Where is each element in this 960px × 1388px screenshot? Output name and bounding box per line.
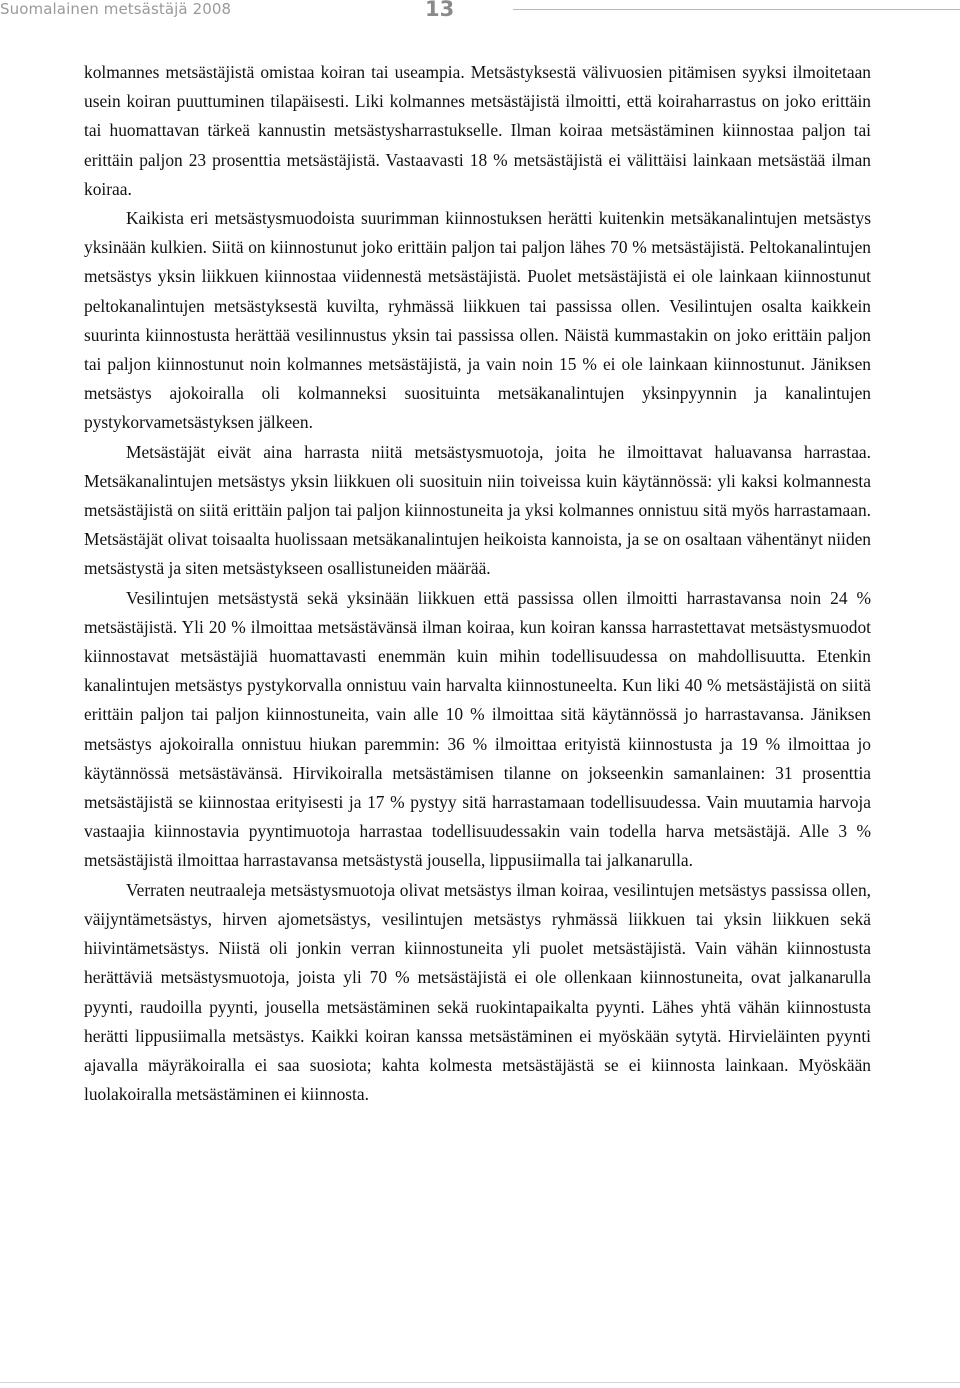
footer-rule <box>0 1382 960 1383</box>
article-body <box>84 58 871 1109</box>
page-number: 13 <box>425 0 455 21</box>
paragraph-5: Verraten neutraaleja metsästysmuotoja olivat metsästys ilman koiraa, vesilintujen metsästys passissa ollen, väijyntämetsästys, hirven ajometsästys, vesilintujen metsästys ryhmässä liikkuen tai yksin liikkuen sekä hiivintämetsästys. Niistä oli jonkin verran kiinnostuneita yli puolet metsästäjistä. Vain vähän kiinnostusta herättäviä metsästysmuotoja, joista yli 70 % metsästäjistä ei ole ollenkaan kiinnostuneita, ovat jalkanarulla pyynti, raudoilla pyynti, jousella metsästäminen sekä ruokintapaikalta pyynti. Lähes yhtä vähän kiinnostusta herätti lippusiimalla metsästys. Kaikki koiran kanssa metsästäminen ei myöskään sytytä. Hirvieläinten pyynti ajavalla mäyräkoiralla ei saa suosiota; kahta kolmesta metsästäjästä se ei kiinnosta lainkaan. Myöskään luolakoiralla metsästäminen ei kiinnosta. <box>84 879 871 1105</box>
paragraph-4: Vesilintujen metsästystä sekä yksinään liikkuen että passissa ollen ilmoitti harrastavansa noin 24 % metsästäjistä. Yli 20 % ilmoittaa metsästävänsä ilman koiraa, kun koiran kanssa harrastettavat metsästysmuodot kiinnostavat metsästäjiä huomattavasti enemmän kuin mihin todellisuudessa on mahdollisuutta. Etenkin kanalintujen metsästys pystykorvalla onnistuu vain harvalta kiinnostuneelta. Kun liki 40 % metsästäjistä on siitä erittäin paljon tai paljon kiinnostuneita, vain alle 10 % ilmoittaa sitä käytännössä jo harrastavansa. Jäniksen metsästys ajokoiralla onnistuu hiukan paremmin: 36 % ilmoittaa erityistä kiinnostusta ja 19 % ilmoittaa jo käytännössä metsästävänsä. Hirvikoiralla metsästämisen tilanne on jokseenkin samanlainen: 31 prosenttia metsästäjistä se kiinnostaa erityisesti ja 17 % pystyy sitä harrastamaan todellisuudessa. Vain muutamia harvoja vastaajia kiinnostavia pyyntimuotoja harrastaa todellisuudessakin vain todella harva metsästäjä. Alle 3 % metsästäjistä ilmoittaa harrastavansa metsästystä jousella, lippusiimalla tai jalkanarulla. <box>84 587 871 871</box>
paragraph-3: Metsästäjät eivät aina harrasta niitä metsästysmuotoja, joita he ilmoittavat haluavansa harrastaa. Metsäkanalintujen metsästys yksin liikkuen oli suosituin niin toiveissa kuin käytännössä: yli kaksi kolmannesta metsästäjistä on siitä erittäin paljon tai paljon kiinnostuneita ja yksi kolmannes onnistuu sitä myös harrastamaan. Metsästäjät olivat toisaalta huolissaan metsäkanalintujen heikoista kannoista, ja se on osaltaan vähentänyt niiden metsästystä ja siten metsästykseen osallistuneiden määrää. <box>84 441 871 579</box>
header-rule <box>513 9 960 10</box>
page-header <box>0 0 960 30</box>
paragraph-2: Kaikista eri metsästysmuodoista suurimman kiinnostuksen herätti kuitenkin metsäkanalintujen metsästys yksinään kulkien. Siitä on kiinnostunut joko erittäin paljon tai paljon lähes 70 % metsästäjistä. Peltokanalintujen metsästys yksin liikkuen kiinnostaa viidennestä metsästäjistä. Puolet metsästäjistä ei ole lainkaan kiinnostunut peltokanalintujen metsästyksestä kuvilta, ryhmässä liikkuen tai passissa ollen. Vesilintujen osalta kaikkein suurinta kiinnostusta herättää vesilinnustus yksin tai passissa ollen. Näistä kummastakin on joko erittäin paljon tai paljon kiinnostunut noin kolmannes metsästäjistä, ja vain noin 15 % ei ole lainkaan kiinnostunut. Jäniksen metsästys ajokoiralla oli kolmanneksi suosituinta metsäkanalintujen yksinpyynnin ja kanalintujen pystykorvametsästyksen jälkeen. <box>84 208 871 433</box>
publication-title: Suomalainen metsästäjä 2008 <box>0 0 232 18</box>
paragraph-1: kolmannes metsästäjistä omistaa koiran tai useampia. Metsästyksestä välivuosien pitämisen syyksi ilmoitetaan usein koiran puuttuminen tilapäisesti. Liki kolmannes metsästäjistä ilmoitti, että koiraharrastus on joko erittäin tai huomattavan tärkeä kannustin metsästysharrastukselle. Ilman koiraa metsästäminen kiinnostaa paljon tai erittäin paljon 23 prosenttia metsästäjistä. Vastaavasti 18 % metsästäjistä ei välittäisi lainkaan metsästää ilman koiraa. <box>84 62 871 199</box>
